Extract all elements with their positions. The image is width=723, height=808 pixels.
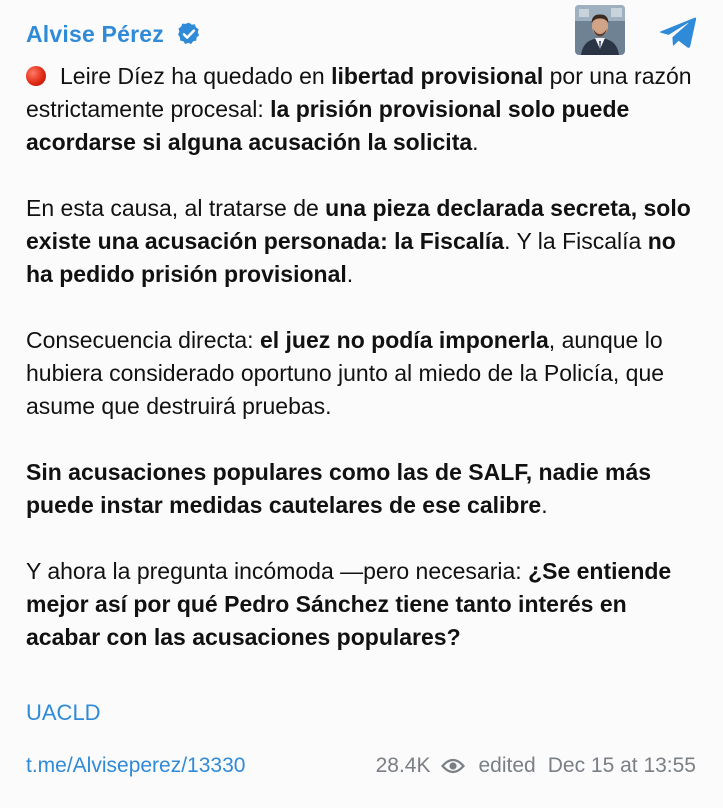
- post-footer: [26, 754, 696, 784]
- red-circle-icon: [26, 66, 46, 86]
- paragraph-4: Sin acusaciones populares como las de SALF, nadie más puede instar medidas cautelares de ese calibre.: [26, 459, 652, 518]
- post-permalink[interactable]: t.me/Alviseperez/13330: [26, 754, 246, 777]
- edited-label: edited: [478, 754, 536, 777]
- channel-author[interactable]: Alvise Pérez: [26, 20, 164, 47]
- verified-badge-icon: [176, 21, 202, 47]
- paragraph-3: Consecuencia directa: el juez no podía imponerla, aunque lo hubiera considerado oportuno junto al miedo de la Policía, que asume que destruirá pruebas.: [26, 327, 665, 419]
- paragraph-5: Y ahora la pregunta incómoda —pero necesaria: ¿Se entiende mejor así por qué Pedro Sánchez tiene tanto interés en acabar con las acusaciones populares?: [26, 558, 672, 650]
- post-meta: [376, 754, 696, 778]
- hashtag-link[interactable]: UACLD: [26, 700, 101, 725]
- telegram-icon[interactable]: [659, 16, 697, 50]
- paragraph-2: En esta causa, al tratarse de una pieza declarada secreta, solo existe una acusación personada: la Fiscalía. Y la Fiscalía no ha pedido prisión provisional.: [26, 195, 691, 287]
- view-count: 28.4K: [375, 754, 431, 777]
- channel-avatar[interactable]: [575, 5, 625, 55]
- eye-icon: [441, 758, 465, 774]
- post-text: [26, 60, 696, 687]
- paragraph-1: Leire Díez ha quedado en libertad provisional por una razón estrictamente procesal: la prisión provisional solo puede acordarse si alguna acusación la solicita.: [26, 63, 692, 155]
- post-timestamp: Dec 15 at 13:55: [547, 754, 696, 777]
- post-header: [26, 14, 202, 54]
